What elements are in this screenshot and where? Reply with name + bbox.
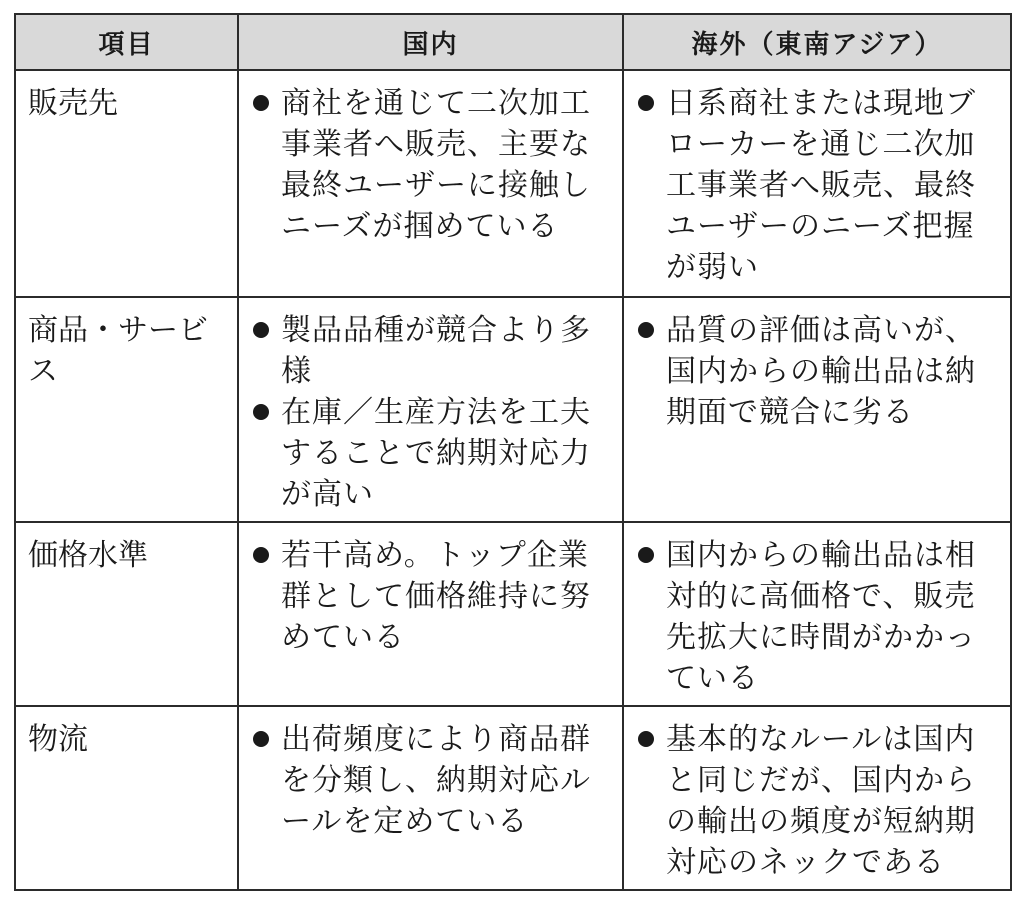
bullet-list	[251, 310, 614, 515]
bullet-list	[636, 719, 1002, 883]
bullet-text: 日系商社または現地ブローカーを通じ二次加工事業者へ販売、最終ユーザーのニーズ把握が弱い	[666, 86, 976, 285]
bullet-text: 商社を通じて二次加工事業者へ販売、主要な最終ユーザーに接触しニーズが掴めている	[281, 86, 591, 244]
bullet-text: 基本的なルールは国内と同じだが、国内からの輸出の頻度が短納期対応のネックである	[666, 722, 976, 880]
bullet-item	[636, 310, 1002, 433]
header-row	[15, 14, 1011, 70]
table-row	[15, 297, 1011, 522]
bullet-list	[251, 535, 614, 658]
bullet-icon	[253, 404, 269, 420]
bullet-list	[636, 310, 1002, 433]
bullet-item	[636, 535, 1002, 699]
domestic-cell	[238, 522, 623, 706]
table-row	[15, 706, 1011, 890]
bullet-text: 在庫／生産方法を工夫することで納期対応力が高い	[281, 395, 591, 512]
bullet-item	[251, 310, 614, 392]
bullet-item	[251, 719, 614, 842]
bullet-icon	[253, 95, 269, 111]
domestic-cell	[238, 70, 623, 297]
bullet-icon	[253, 547, 269, 563]
bullet-item	[636, 83, 1002, 288]
bullet-item	[636, 719, 1002, 883]
bullet-text: 国内からの輸出品は相対的に高価格で、販売先拡大に時間がかかっている	[666, 538, 976, 696]
bullet-icon	[638, 547, 654, 563]
bullet-item	[251, 535, 614, 658]
header-domestic: 国内	[238, 14, 623, 70]
bullet-list	[251, 83, 614, 247]
row-item-label: 商品・サービス	[15, 297, 238, 522]
overseas-cell	[623, 297, 1011, 522]
overseas-cell	[623, 522, 1011, 706]
overseas-cell	[623, 706, 1011, 890]
row-item-label: 物流	[15, 706, 238, 890]
row-item-label: 販売先	[15, 70, 238, 297]
bullet-list	[251, 719, 614, 842]
domestic-cell	[238, 297, 623, 522]
header-item: 項目	[15, 14, 238, 70]
bullet-icon	[638, 322, 654, 338]
bullet-icon	[638, 95, 654, 111]
bullet-icon	[638, 731, 654, 747]
row-item-label: 価格水準	[15, 522, 238, 706]
overseas-cell	[623, 70, 1011, 297]
bullet-text: 若干高め。トップ企業群として価格維持に努めている	[281, 538, 591, 655]
bullet-item	[251, 83, 614, 247]
bullet-text: 品質の評価は高いが、国内からの輸出品は納期面で競合に劣る	[666, 313, 976, 430]
bullet-icon	[253, 731, 269, 747]
bullet-item	[251, 392, 614, 515]
bullet-list	[636, 83, 1002, 288]
bullet-text: 出荷頻度により商品群を分類し、納期対応ルールを定めている	[281, 722, 591, 839]
bullet-list	[636, 535, 1002, 699]
header-overseas: 海外（東南アジア）	[623, 14, 1011, 70]
table-row	[15, 522, 1011, 706]
table-row	[15, 70, 1011, 297]
domestic-cell	[238, 706, 623, 890]
comparison-table	[14, 13, 1012, 891]
bullet-icon	[253, 322, 269, 338]
bullet-text: 製品品種が競合より多様	[281, 313, 591, 389]
